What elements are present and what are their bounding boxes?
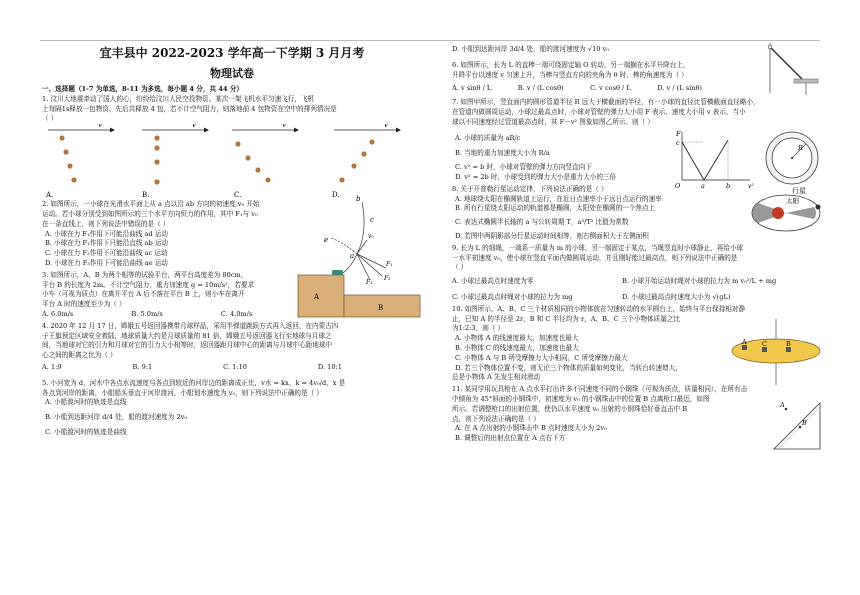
platform-b-label: B	[378, 303, 384, 312]
q1-options-figure	[42, 124, 422, 200]
q7-stem-line: 在管道内做圆周运动，小球过最高点时，小球对管壁的弹力大小用 F 表示、速度大小用 v 表示，当小	[452, 107, 746, 116]
label-b: B	[786, 339, 791, 348]
q4-stem-line: 4. 2020 年 12 月 17 日，嫦娥五号返回器携带月球样品，采用半弹道跳跃方式再入返回，在内蒙古四	[42, 321, 339, 330]
q3-stem-line: 小车（可视为质点）在离开平台 A 后不落在平台 B 上，则小车在离开	[42, 290, 245, 299]
q8-option-c: C. 表达式椭圆半长轴的 a 与公转周期 T，a³/T² 比值为常数	[455, 218, 629, 227]
tick-b-label: b	[726, 182, 731, 191]
label-a: A	[742, 337, 747, 346]
q6-stem-line: 6. 如图所示，长为 L 的直棒一端可绕固定轴 O 转动，另一端搁在水平升降台上，	[452, 60, 690, 69]
q6-option-b: B. v / (L cosθ)	[517, 84, 564, 93]
q9-stem-line: 9. 长为 L 的细绳，一端系一质量为 m 的小球，另一端固定于某点，当绳竖直时小球静止，再给小球	[452, 243, 744, 252]
q3-stem-line: 平台 A 时的速度至少为（ ）	[42, 300, 126, 309]
q6-option-d: D. v / (L sinθ)	[657, 84, 702, 93]
label-f1: F₁	[386, 261, 393, 269]
q9-option-c: C. 小球过最高点时绳对小球的拉力为 mg	[452, 292, 573, 301]
q5-option-b: B. 小船到达距河岸 d/4 处，船的渡河速度为 2v₀	[45, 413, 188, 422]
q9-option-a: A. 小球过最高点时速度为零	[452, 277, 534, 286]
point-a-label: A	[780, 401, 785, 410]
q1-stem-line: （ ）	[42, 114, 58, 123]
q7-option-d: D. v² = 2b 时，小球受到的弹力大小是重力大小的三倍	[455, 172, 617, 181]
q4-option-c: C. 1:10	[223, 362, 247, 371]
q8-stem-line: 8. 关于开普勒行星运动定律，下列说法正确的是（ ）	[452, 184, 608, 193]
planet-label: 行星	[792, 186, 806, 195]
question-1	[42, 95, 422, 200]
q8-option-b: B. 所有行星绕太阳运动的轨道都是椭圆，太阳处在椭圆的一个焦点上	[455, 204, 656, 213]
label-f2: F₂	[384, 275, 391, 283]
q8-option-a: A. 地球绕太阳在椭圆轨道上运行，在近日点速率小于远日点运行的速率	[455, 194, 662, 203]
q2-option-a: A. 小球在力 F₁作用下可能沿曲线 ad 运动	[45, 229, 168, 238]
q1-option-a: A.	[46, 191, 54, 200]
q2-option-d: D. 小球在力 F₃作用下可能沿曲线 ae 运动	[45, 258, 168, 267]
label-e: e	[324, 236, 329, 245]
question-6	[452, 61, 824, 94]
q6-option-a: A. v sinθ / L	[452, 84, 492, 93]
q11-stem-line: 所示。若调整枪口的出射位置，使仍以水平速度 v₀ 出射的小钢珠恰好垂直击中 B	[452, 404, 688, 413]
q11-option-b: B. 调整后的出射点位置在 A 点右下方	[455, 434, 566, 443]
q5-stem-line: 各点到河岸的距离，小船船头垂直于河岸渡河，小船划水速度为 v₀，则下列说法中正确的是（ ）	[42, 388, 323, 397]
axis-f-label: F	[676, 130, 681, 139]
q1-figure-d	[334, 124, 401, 183]
q4-stem-line: 心之间的距离之比为（ ）	[42, 351, 117, 360]
origin-label: O	[675, 182, 681, 191]
radius-label: R	[798, 144, 803, 153]
q10-option-a: A. 小物体 A 的线速度最大，加速度也最大	[455, 334, 579, 343]
question-10	[452, 305, 824, 383]
q10-option-b: B. 小物体 C 的线速度最大，加速度也最大	[455, 343, 579, 352]
tick-a-label: a	[701, 182, 705, 191]
q7-stem-line: 7. 如图甲所示，竖直面内的圆形管道半径 R 远大于横截面的半径，有一小球的直径比管横截面直径略小，	[452, 98, 760, 107]
q11-stem-line: 11. 某同学用玩具枪在 A 点水平打出许多不同速度不同的小钢珠（可视为质点，质量相同），在所有击	[452, 385, 748, 394]
q11-stem-line: 点，则下列说法正确的是（ ）	[452, 414, 540, 423]
platform-a-label: A	[314, 292, 320, 301]
q7-pipe-figure	[766, 132, 818, 184]
question-11	[452, 385, 824, 444]
q9-options-row2	[452, 293, 792, 303]
q9-option-d: D. 小球过最高点时速度大小为 √(gL)	[622, 292, 731, 301]
q11-option-a: A. 在 A 点出射的小钢珠击中 B 点时速度大小为 2v₀	[455, 424, 607, 433]
q10-option-c: C. 小物体 A 与 B 所受摩擦力大小相同，C 所受摩擦力最大	[455, 353, 628, 362]
left-column	[42, 45, 422, 438]
question-3	[42, 271, 422, 320]
q1-stem-line: 上每隔1s释放一包物资，先后共释放 4 包，若不计空气阻力，则落地前 4 包物资在空中的排列情况是	[42, 104, 337, 113]
question-8	[452, 185, 824, 242]
q9-stem-line: 一水平初速度 v₀，使小球在竖直平面内做圆周运动，并且刚好能过最高点，则下列说法中正确的是	[452, 253, 738, 262]
q10-figure	[728, 317, 824, 387]
q9-option-b: B. 小球开始运动时绳对小球的拉力为 m v₀²/L + mg	[622, 277, 777, 286]
q1-option-b: B.	[142, 191, 150, 200]
q7-stem-line: 球以不同速度经过管道最高点时，其 F－v² 图象如图乙所示。则（ ）	[452, 117, 654, 126]
velocity-label: v	[384, 124, 388, 130]
q11-figure	[770, 397, 824, 453]
q2-option-b: B. 小球在力 F₁作用下只能沿直线 ab 运动	[45, 239, 169, 248]
q3-figure	[296, 269, 422, 319]
q5-stem-line: 5. 小河宽为 d，河水中各点水流速度与各点到较近的河岸边的距离成正比，v水 = kx，k = 4v₀/d，x 是	[42, 378, 346, 387]
planet-icon	[816, 204, 821, 209]
q10-stem-line: 止，已知 A 的半径是 2r，B 和 C 半径均为 r，A、B、C 三个小物体质量之比	[452, 314, 681, 323]
q4-stem-line: 间，当地球对它的引力和月球对它的引力大小相等时，返回器距月球中心的距离与月球中心距地球中	[42, 341, 333, 350]
q3-option-a: A. 6.0m/s	[42, 309, 74, 318]
question-4	[42, 322, 422, 373]
q9-options-row1	[452, 277, 792, 287]
q8-option-d: D. 若图中两阴影部分行星运动时间相等，则右侧面积大于左侧面积	[455, 231, 649, 240]
section-heading: 一、选择题（1-7 为单选，8-11 为多选，每小题 4 分，共 44 分）	[42, 85, 244, 93]
label-f3: F₃	[366, 279, 373, 285]
cart-icon	[332, 270, 343, 275]
q5-option-a: A. 小船渡河时的轨迹是直线	[45, 398, 127, 407]
velocity-label: v	[282, 124, 286, 130]
q5-option-c: C. 小船渡河时的轨迹是曲线	[45, 427, 127, 436]
q1-option-c: C.	[234, 191, 242, 200]
question-9	[452, 244, 824, 303]
q3-option-c: C. 4.0m/s	[220, 309, 253, 318]
tick-c-label: c	[676, 139, 680, 148]
q9-stem-line: （ ）	[452, 263, 468, 272]
q1-stem-line: 1. 汶川大地震牵动了国人的心，纷纷给汶川人民空投物资。某次一架飞机水平匀速飞行，飞机	[42, 94, 315, 103]
point-b-label: B	[802, 419, 807, 428]
sun-icon	[772, 207, 784, 219]
q10-option-d: D. 若三个物体位置不变，则无论三个物体的质量如何变化，当转台转速增大，	[455, 363, 682, 372]
q1-figure-b	[142, 124, 209, 185]
q1-figure-a	[48, 124, 115, 183]
q10-stem-line: 为1:2:3，则（ ）	[452, 324, 505, 333]
q6-option-c: C. v cosθ / L	[590, 84, 631, 93]
label-c: C	[762, 339, 767, 348]
label-b: b	[356, 195, 361, 204]
q10-stem-line: 10. 如图所示，A、B、C 三个材质相同的小物体放在匀速转动的水平圆台上，始终与平台保持相对静	[452, 304, 746, 313]
q7-option-c: C. v² = b 时，小球对管壁的弹力方向竖直向下	[455, 163, 592, 172]
label-c: c	[370, 216, 374, 225]
q3-option-b: B. 5.0m/s	[131, 309, 163, 318]
q2-stem-line: 运动。若小球分别受到如图所示的三个水平方向恒力的作用，其中 F₁与 v₀	[42, 209, 258, 218]
q7-force-graph	[675, 130, 754, 190]
q7-figure	[672, 128, 822, 190]
velocity-label: v	[98, 124, 102, 130]
subject-title: 物理试卷	[210, 67, 254, 80]
label-v0: v₀	[368, 233, 374, 241]
question-5	[42, 379, 422, 438]
q7-option-a: A. 小球的质量为 aR/c	[455, 133, 521, 142]
sun-label: 太阳	[786, 196, 799, 205]
label-a: a	[350, 252, 355, 261]
q7-option-b: B. 当地的重力加速度大小为 R/a	[455, 149, 550, 158]
exam-title: 宜丰县中 2022-2023 学年高一下学期 3 月月考	[99, 46, 365, 60]
q1-figure-c	[232, 124, 299, 183]
q3-stem-line: 平台 B 的长度为 2m。不计空气阻力，重力加速度 g = 10m/s²，若要求	[42, 280, 255, 289]
q10-option-d-cont: 总是小物体 A 先发生相对滑动	[452, 373, 541, 382]
q4-stem-line: 子王旗预定区域安全着陆，地球质量大约是月球质量的 81 倍，嫦娥五号返回器飞行至地球与月球之	[42, 331, 332, 340]
q4-options	[42, 363, 342, 373]
q11-stem-line: 中倾角为 45°斜面的小钢珠中，初速度为 v₀ 的小钢珠击中的位置 B 点离枪口最近，如图	[452, 394, 710, 403]
q4-option-b: B. 9:1	[132, 362, 153, 371]
q2-stem-line: 2. 如图所示，一小球在光滑水平面上从 a 点以沿 ab 方向的初速度 v₀ 开始	[42, 200, 260, 209]
axis-v2-label: v²	[748, 183, 754, 191]
q5-option-d: D. 小船到达距河岸 3d/4 处，船的渡河速度为 √10 v₀	[452, 45, 609, 53]
q6-figure	[764, 39, 822, 97]
q4-option-d: D. 10:1	[317, 362, 342, 371]
q4-option-a: A. 1:9	[42, 362, 62, 371]
q2-option-c: C. 小球在力 F₂作用下可能沿曲线 ac 运动	[45, 249, 168, 258]
q3-stem-line: 3. 如图所示，A、B 为两个相等的试验平台，两平台高度差为 80cm，	[42, 270, 248, 279]
q8-figure	[748, 185, 824, 237]
right-column	[452, 45, 824, 444]
q2-stem-line: 在一条直线上，则下列说法中错误的是（ ）	[42, 219, 170, 228]
q6-stem-line: 升降平台以速度 v 匀速上升，当棒与竖直方向的夹角为 θ 时，棒的角速度为（ ）	[452, 70, 688, 79]
velocity-label: v	[192, 124, 196, 130]
top-rule	[40, 40, 820, 41]
q1-option-d: D.	[332, 191, 340, 200]
q6-options	[452, 84, 702, 94]
